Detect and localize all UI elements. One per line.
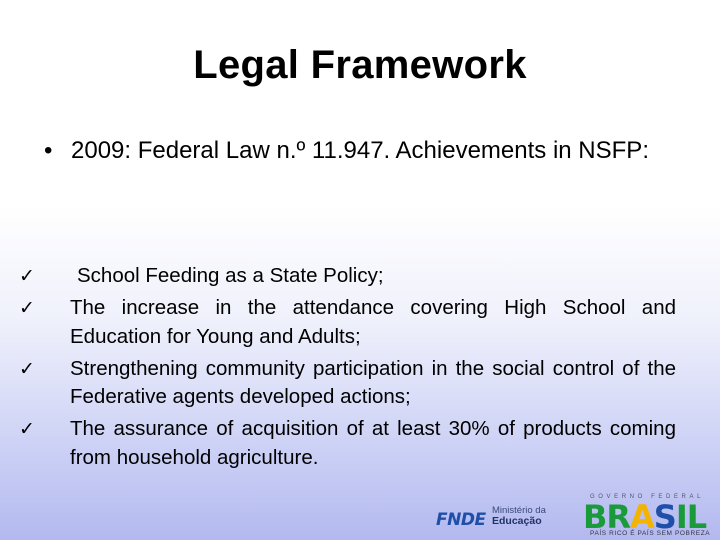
brasil-letter: R	[606, 498, 631, 536]
bullet-dot: •	[44, 137, 53, 164]
list-item	[16, 355, 676, 412]
check-icon: ✓	[19, 297, 35, 319]
check-icon: ✓	[19, 265, 35, 287]
ministry-line-1: Ministério da	[492, 505, 546, 516]
list-item	[16, 262, 676, 291]
fnde-logo: FNDE	[436, 510, 486, 530]
main-bullet	[30, 135, 680, 166]
list-item-text: Strengthening community participation in the social control of the Federative agents developed actions;	[70, 356, 676, 408]
ministry-logo	[492, 505, 546, 527]
list-item-text: School Feeding as a State Policy;	[77, 264, 384, 287]
list-item	[16, 415, 676, 472]
government-slogan: PAÍS RICO É PAÍS SEM POBREZA	[590, 530, 711, 537]
government-label: GOVERNO FEDERAL	[590, 494, 705, 500]
check-icon: ✓	[19, 357, 35, 380]
slide-title: Legal Framework	[193, 43, 527, 87]
achievements-list	[16, 262, 676, 476]
brasil-letter: B	[583, 498, 607, 536]
list-item-text: The increase in the attendance covering High School and Education for Young and Adults;	[70, 296, 676, 348]
list-item-text: The assurance of acquisition of at least 30% of products coming from household agriculture.	[70, 417, 676, 469]
brasil-letter: L	[686, 498, 707, 536]
brasil-letter: A	[630, 498, 654, 536]
ministry-line-2: Educação	[492, 515, 542, 527]
check-icon: ✓	[19, 418, 35, 440]
main-bullet-text: 2009: Federal Law n.º 11.947. Achievements in NSFP:	[71, 137, 649, 164]
brasil-letter: I	[675, 498, 687, 536]
brasil-letter: S	[653, 498, 676, 536]
list-item	[16, 294, 676, 351]
